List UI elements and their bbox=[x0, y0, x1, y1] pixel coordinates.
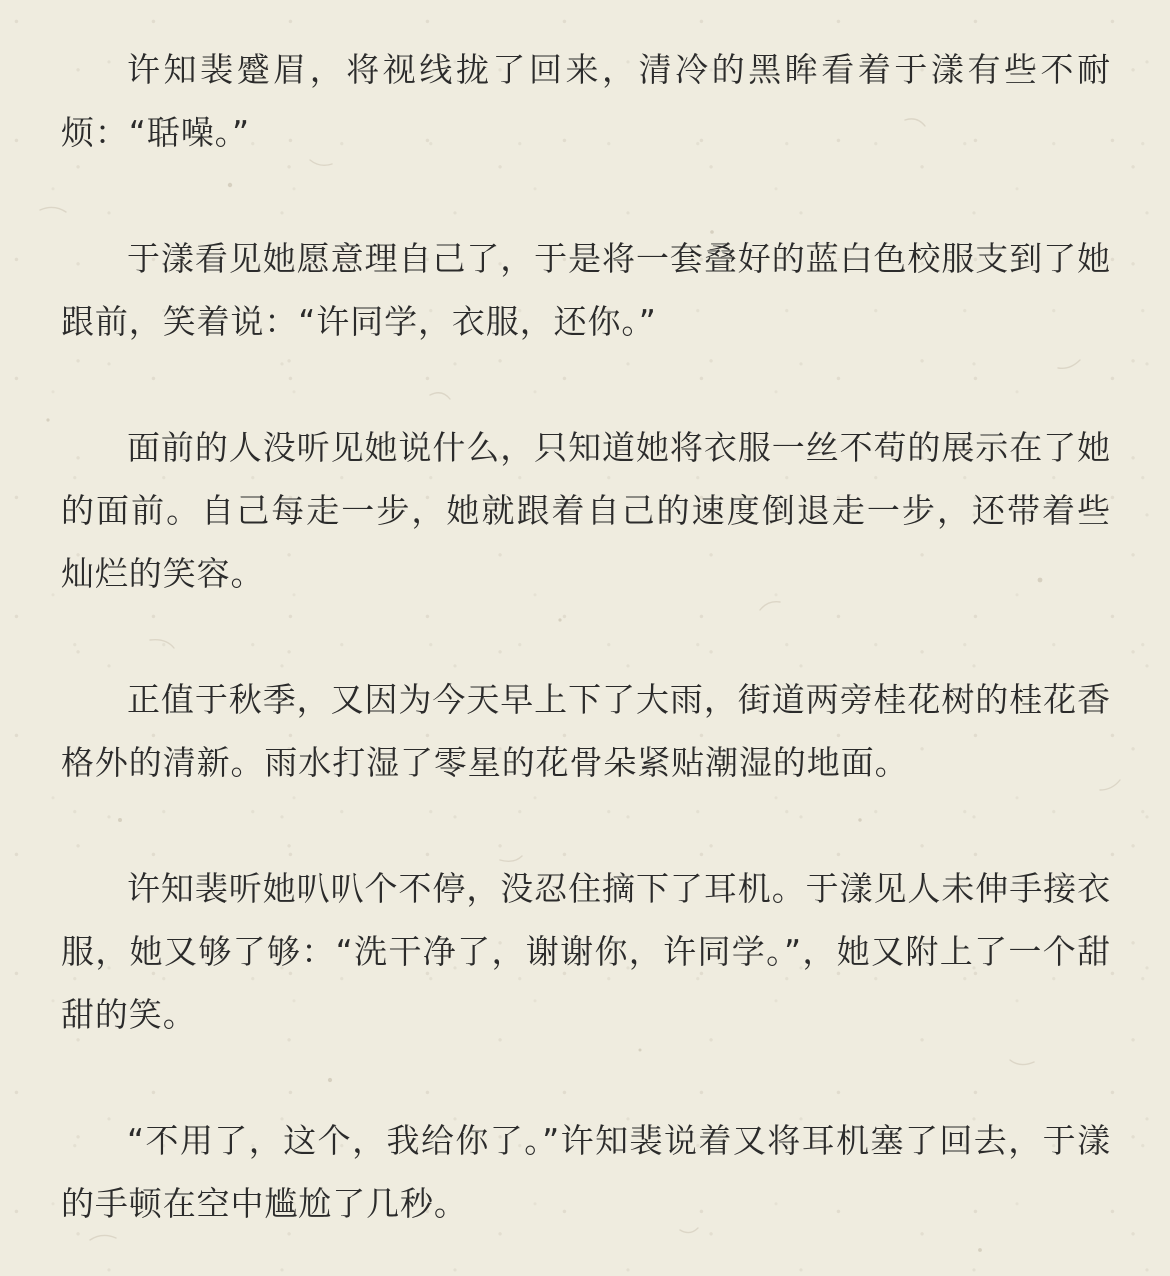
paragraph: 面前的人没听见她说什么，只知道她将衣服一丝不苟的展示在了她的面前。自己每走一步，她就跟着自己的速度倒退走一步，还带着些灿烂的笑容。 bbox=[61, 428, 1111, 593]
paragraph: 正值于秋季，又因为今天早上下了大雨，街道两旁桂花树的桂花香格外的清新。雨水打湿了零星的花骨朵紧贴潮湿的地面。 bbox=[61, 680, 1111, 782]
paragraph: 许知裴听她叭叭个不停，没忍住摘下了耳机。于漾见人未伸手接衣服，她又够了够：“洗干净了，谢谢你，许同学。”，她又附上了一个甜甜的笑。 bbox=[61, 869, 1111, 1034]
paragraph: 于漾看见她愿意理自己了，于是将一套叠好的蓝白色校服支到了她跟前，笑着说：“许同学，衣服，还你。” bbox=[61, 239, 1111, 341]
paragraph: “不用了，这个，我给你了。”许知裴说着又将耳机塞了回去，于漾的手顿在空中尴尬了几秒。 bbox=[61, 1121, 1111, 1223]
paragraph: 许知裴蹙眉，将视线拢了回来，清冷的黑眸看着于漾有些不耐烦：“聒噪。” bbox=[61, 50, 1111, 152]
article-body bbox=[61, 38, 1111, 1235]
